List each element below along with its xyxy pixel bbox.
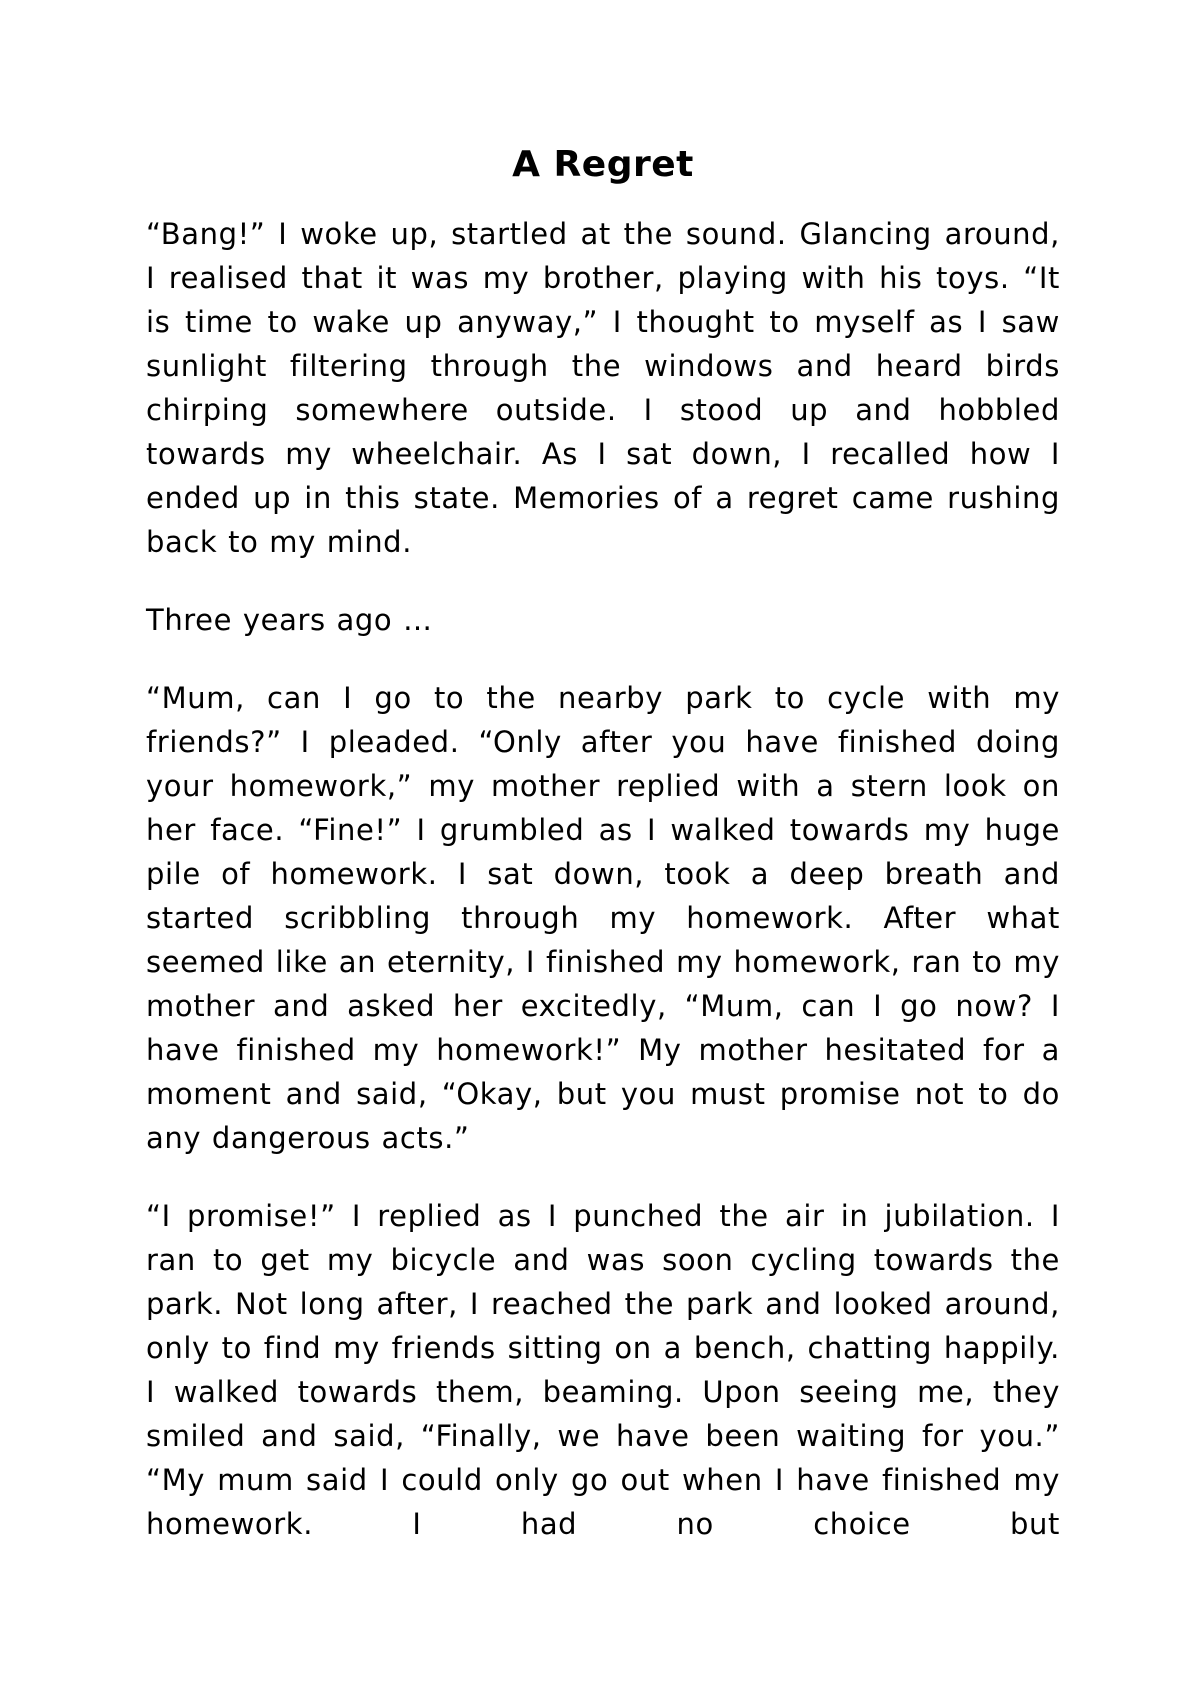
paragraph-4: “I promise!” I replied as I punched the air in jubilation. I ran to get my bicycle and was soon cycling towards the park. Not long after, I reached the park and looked around, only to find my friends sitting on a bench, chatting happily. I walked towards them, beaming. Upon seeing me, they smiled and said, “Finally, we have been waiting for you.” “My mum said I could only go out when I have finished my homework. I had no choice but [146,1199,1060,1541]
document-page [146,140,1060,1546]
paragraph-3: “Mum, can I go to the nearby park to cycle with my friends?” I pleaded. “Only after you have finished doing your homework,” my mother replied with a stern look on her face. “Fine!” I grumbled as I walked towards my huge pile of homework. I sat down, took a deep breath and started scribbling through my homework. After what seemed like an eternity, I finished my homework, ran to my mother and asked her excitedly, “Mum, can I go now? I have finished my homework!” My mother hesitated for a moment and said, “Okay, but you must promise not to do any dangerous acts.” [146,681,1060,1155]
document-title: A Regret [512,144,694,185]
paragraph-2: Three years ago … [146,603,433,637]
paragraph-1: “Bang!” I woke up, startled at the sound. Glancing around, I realised that it was my brother, playing with his toys. “It is time to wake up anyway,” I thought to myself as I saw sunlight filtering through the windows and heard birds chirping somewhere outside. I stood up and hobbled towards my wheelchair. As I sat down, I recalled how I ended up in this state. Memories of a regret came rushing back to my mind. [146,217,1060,559]
